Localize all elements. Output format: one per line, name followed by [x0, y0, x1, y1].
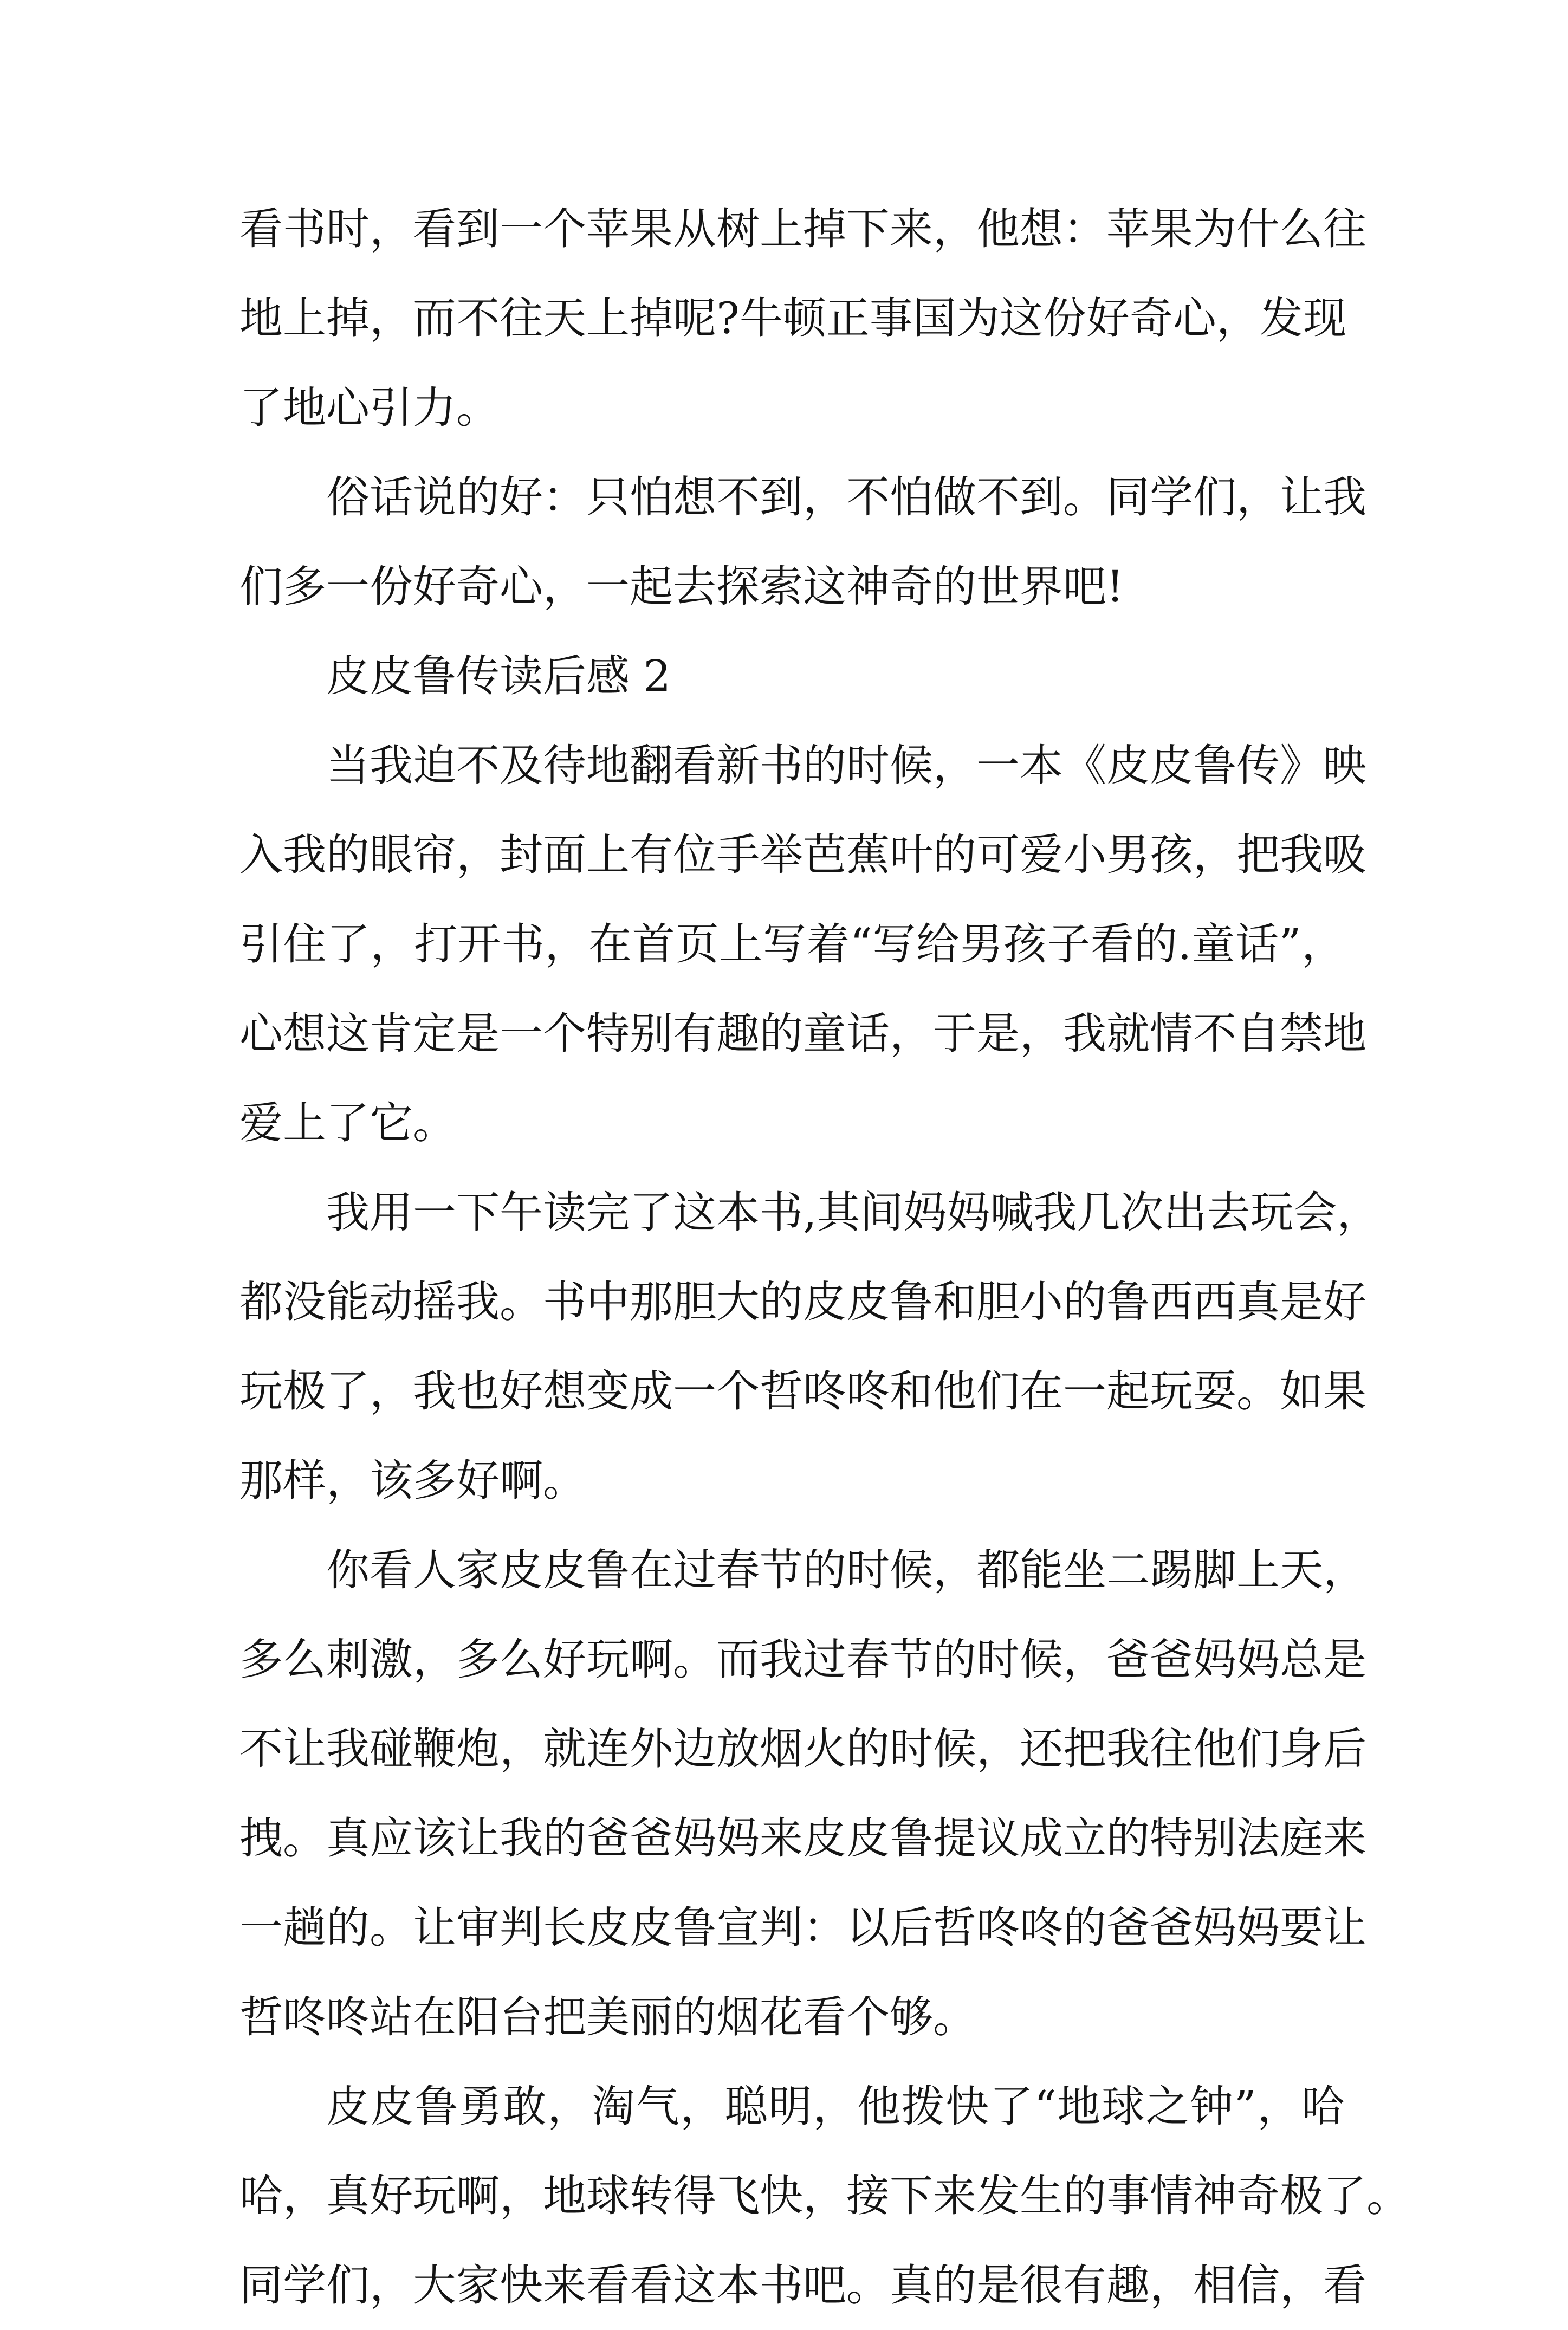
- section-title: [239, 631, 1345, 721]
- text-line: 那样，该多好啊。: [239, 1455, 586, 1506]
- text-line: 我用一下午读完了这本书,其间妈妈喊我几次出去玩会，: [326, 1187, 1381, 1238]
- paragraph: [239, 721, 1366, 1168]
- text-line: 引住了，打开书，在首页上写着“写给男孩子看的.童话”，: [239, 919, 1345, 969]
- text-line: 当我迫不及待地翻看新书的时候，一本《皮皮鲁传》映: [326, 740, 1366, 791]
- paragraph: [239, 1168, 1381, 1525]
- text-line: 爱上了它。: [239, 1098, 456, 1148]
- text-line: 玩极了，我也好想变成一个哲咚咚和他们在一起玩耍。如果: [239, 1366, 1366, 1416]
- text-line: 皮皮鲁勇敢，淘气，聪明，他拨快了“地球之钟”，哈: [326, 2081, 1345, 2132]
- paragraph: [239, 452, 1366, 631]
- text-line: 俗话说的好：只怕想不到，不怕做不到。同学们，让我: [326, 472, 1366, 522]
- text-line: 哈，真好玩啊，地球转得飞快，接下来发生的事情神奇极了。: [239, 2171, 1410, 2221]
- text-line: 了地心引力。: [239, 383, 500, 433]
- document-body: [239, 184, 1410, 2330]
- text-line: 都没能动摇我。书中那胆大的皮皮鲁和胆小的鲁西西真是好: [239, 1277, 1366, 1327]
- text-line: 多么刺激，多么好玩啊。而我过春节的时候，爸爸妈妈总是: [239, 1634, 1366, 1685]
- paragraph: [239, 1525, 1366, 2062]
- section-title-text: 皮皮鲁传读后感 2: [326, 651, 671, 701]
- text-line: 你看人家皮皮鲁在过春节的时候，都能坐二踢脚上天，: [326, 1545, 1366, 1595]
- paragraph: [239, 184, 1366, 452]
- text-line: 心想这肯定是一个特别有趣的童话，于是，我就情不自禁地: [239, 1008, 1366, 1059]
- text-line: 地上掉，而不往天上掉呢?牛顿正事国为这份好奇心，发现: [239, 293, 1346, 344]
- text-line: 哲咚咚站在阳台把美丽的烟花看个够。: [239, 1992, 976, 2042]
- text-line: 们多一份好奇心，一起去探索这神奇的世界吧!: [239, 561, 1124, 612]
- text-line: 拽。真应该让我的爸爸妈妈来皮皮鲁提议成立的特别法庭来: [239, 1813, 1366, 1863]
- text-line: 不让我碰鞭炮，就连外边放烟火的时候，还把我往他们身后: [239, 1724, 1366, 1774]
- text-line: 同学们，大家快来看看这本书吧。真的是很有趣，相信，看: [239, 2260, 1366, 2310]
- text-line: 看书时，看到一个苹果从树上掉下来，他想：苹果为什么往: [239, 204, 1366, 254]
- paragraph: [239, 2062, 1410, 2330]
- text-line: 一趟的。让审判长皮皮鲁宣判：以后哲咚咚的爸爸妈妈要让: [239, 1902, 1366, 1953]
- text-line: 入我的眼帘，封面上有位手举芭蕉叶的可爱小男孩，把我吸: [239, 830, 1366, 880]
